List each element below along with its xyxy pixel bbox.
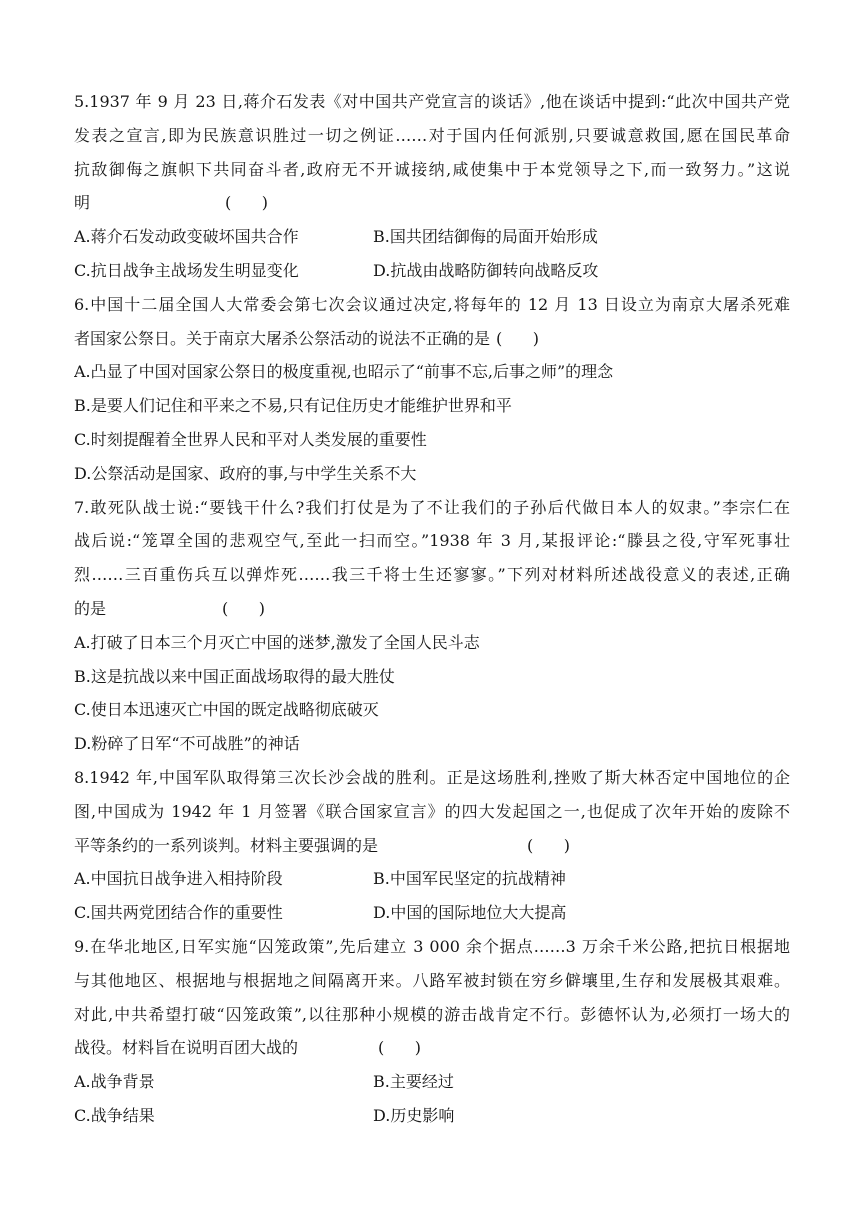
option-d: D.抗战由战略防御转向战略反攻 bbox=[373, 260, 599, 280]
question-stem-text: 明 bbox=[74, 193, 91, 213]
option-row bbox=[74, 254, 790, 288]
option-b: B.是要人们记住和平来之不易,只有记住历史才能维护世界和平 bbox=[74, 396, 512, 416]
question-stem-line bbox=[74, 592, 790, 626]
option-a: A.中国抗日战争进入相持阶段 bbox=[74, 869, 283, 889]
question-8 bbox=[74, 761, 790, 930]
option-a: A.战争背景 bbox=[74, 1072, 155, 1092]
question-stem-line: 烈……三百重伤兵互以弹炸死……我三千将士生还寥寥。”下列对材料所述战役意义的表述,正确 bbox=[74, 565, 790, 585]
option-b: B.中国军民坚定的抗战精神 bbox=[373, 869, 566, 889]
answer-bracket: ( ) bbox=[225, 193, 268, 213]
question-5 bbox=[74, 85, 790, 288]
question-stem-line: 8.1942 年,中国军队取得第三次长沙会战的胜利。正是这场胜利,挫败了斯大林否定中国地位的企 bbox=[74, 767, 790, 787]
question-stem-line: 7.敢死队战士说:“要钱干什么?我们打仗是为了不让我们的子孙后代做日本人的奴隶。”李宗仁在 bbox=[74, 497, 790, 517]
question-stem-line: 发表之宣言,即为民族意识胜过一切之例证……对于国内任何派别,只要诚意救国,愿在国民革命 bbox=[74, 125, 790, 145]
option-d: D.中国的国际地位大大提高 bbox=[373, 903, 567, 923]
option-row bbox=[74, 862, 790, 896]
question-stem-text: 的是 bbox=[74, 598, 107, 618]
question-stem-line: 对此,中共希望打破“囚笼政策”,以往那种小规模的游击战肯定不行。彭德怀认为,必须打一场大的 bbox=[74, 1004, 790, 1024]
option-d: D.公祭活动是国家、政府的事,与中学生关系不大 bbox=[74, 463, 417, 483]
question-list bbox=[74, 85, 790, 1133]
question-stem-line: 抗敌御侮之旗帜下共同奋斗者,政府无不开诚接纳,咸使集中于本党领导之下,而一致努力。”这说 bbox=[74, 159, 790, 179]
option-d: D.历史影响 bbox=[373, 1105, 455, 1125]
question-stem-text: 平等条约的一系列谈判。材料主要强调的是 bbox=[74, 835, 379, 855]
option-b: B.这是抗战以来中国正面战场取得的最大胜仗 bbox=[74, 666, 395, 686]
option-c: C.时刻提醒着全世界人民和平对人类发展的重要性 bbox=[74, 429, 427, 449]
question-stem-line bbox=[74, 322, 790, 356]
question-stem-line bbox=[74, 829, 790, 863]
question-stem-line: 图,中国成为 1942 年 1 月签署《联合国家宣言》的四大发起国之一,也促成了次年开始的废除不 bbox=[74, 801, 790, 821]
option-c: C.抗日战争主战场发生明显变化 bbox=[74, 260, 299, 280]
question-stem-text: 战役。材料旨在说明百团大战的 bbox=[74, 1038, 299, 1058]
option-row bbox=[74, 1099, 790, 1133]
answer-bracket: ( ) bbox=[527, 835, 570, 855]
option-c: C.战争结果 bbox=[74, 1105, 155, 1125]
answer-bracket: ( ) bbox=[222, 598, 265, 618]
question-9 bbox=[74, 930, 790, 1133]
question-stem-line: 9.在华北地区,日军实施“囚笼政策”,先后建立 3 000 余个据点……3 万余千米公路,把抗日根据地 bbox=[74, 936, 790, 956]
option-d: D.粉碎了日军“不可战胜”的神话 bbox=[74, 734, 300, 754]
option-row bbox=[74, 220, 790, 254]
option-row bbox=[74, 1065, 790, 1099]
question-7 bbox=[74, 491, 790, 761]
answer-bracket: ( ) bbox=[496, 328, 540, 348]
question-stem-line: 战后说:“笼罩全国的悲观空气,至此一扫而空。”1938 年 3 月,某报评论:“滕县之役,守军死事壮 bbox=[74, 531, 790, 551]
question-stem-text: 者国家公祭日。关于南京大屠杀公祭活动的说法不正确的是 bbox=[74, 328, 491, 348]
option-b: B.主要经过 bbox=[373, 1072, 454, 1092]
question-stem-line bbox=[74, 186, 790, 220]
question-stem-line: 与其他地区、根据地与根据地之间隔离开来。八路军被封锁在穷乡僻壤里,生存和发展极其艰难。 bbox=[74, 970, 790, 990]
answer-bracket: ( ) bbox=[378, 1038, 421, 1058]
question-stem-line: 5.1937 年 9 月 23 日,蒋介石发表《对中国共产党宣言的谈话》,他在谈话中提到:“此次中国共产党 bbox=[74, 92, 790, 111]
question-6 bbox=[74, 288, 790, 491]
option-c: C.使日本迅速灭亡中国的既定战略彻底破灭 bbox=[74, 700, 379, 720]
option-a: A.蒋介石发动政变破坏国共合作 bbox=[74, 227, 299, 247]
option-row bbox=[74, 896, 790, 930]
question-stem-line bbox=[74, 1031, 790, 1065]
option-b: B.国共团结御侮的局面开始形成 bbox=[373, 227, 598, 247]
question-stem-line: 6.中国十二届全国人大常委会第七次会议通过决定,将每年的 12 月 13 日设立为南京大屠杀死难 bbox=[74, 294, 790, 314]
option-a: A.凸显了中国对国家公祭日的极度重视,也昭示了“前事不忘,后事之师”的理念 bbox=[74, 362, 614, 382]
option-c: C.国共两党团结合作的重要性 bbox=[74, 903, 283, 923]
option-a: A.打破了日本三个月灭亡中国的迷梦,激发了全国人民斗志 bbox=[74, 632, 480, 652]
